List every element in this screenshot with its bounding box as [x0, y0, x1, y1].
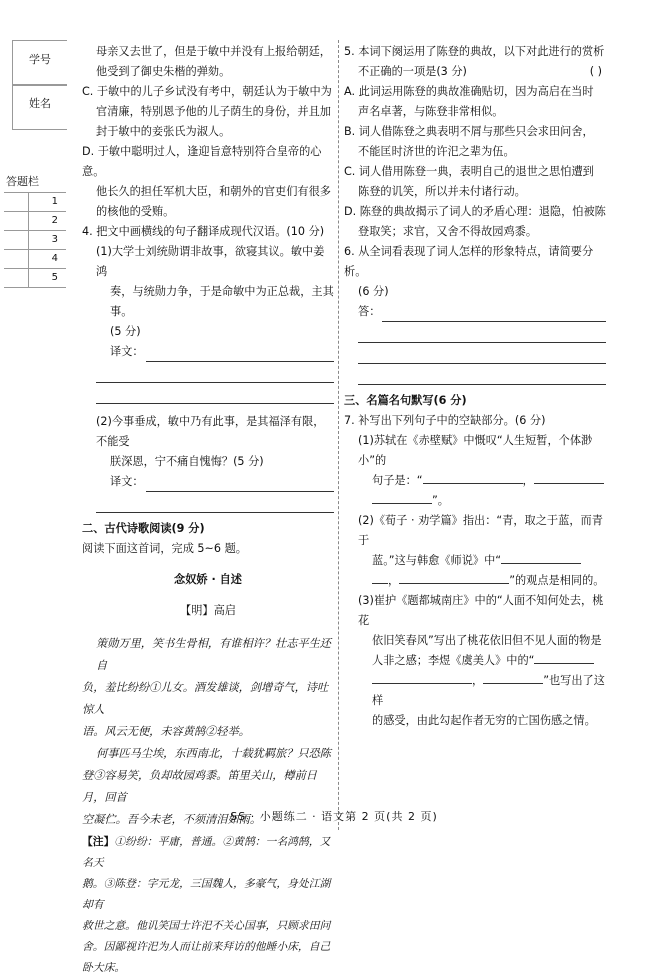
answer-grid-title: 答题栏	[4, 172, 66, 193]
option-d-line: 登取笑；求官，又舍不得故园鸡黍。	[358, 225, 538, 238]
q4-2-answer-line[interactable]	[82, 472, 334, 492]
section-3-title: 三、名篇名句默写(6 分)	[344, 394, 467, 407]
option-d-line: D. 陈登的典故揭示了词人的矛盾心理：退隐，怕被陈	[344, 205, 606, 218]
q7-3-line: (3)崔护《题都城南庄》中的“人面不知何处去，桃花	[358, 594, 604, 627]
q7-1-line	[344, 471, 606, 491]
page-footer: SS · 小题练二 · 语文第 2 页(共 2 页)	[230, 810, 438, 823]
note-text: ①纷纷：平庸，普通。②黄鹄：一名鸿鹄，又名天	[82, 834, 331, 869]
option-d-line: 他长久的担任军机大臣，和朝外的官吏们有很多	[96, 185, 331, 198]
option-b-line: 他受到了御史朱楷的弹劾。	[96, 65, 231, 78]
q7-2-text: ，	[388, 574, 400, 587]
poem-line: 何事匹马尘埃，东西南北，十载犹羁旅？只恐陈	[96, 746, 331, 760]
answer-row-5[interactable]	[4, 269, 66, 288]
q7-2-text: 蓝。”这与韩愈《师说》中“	[372, 554, 502, 567]
q7-2-text: ”的观点是相同的。	[509, 574, 605, 587]
q7-2-line	[344, 551, 606, 571]
option-c-line: C. 词人借用陈登一典，表明自己的退世之思怕遭到	[344, 165, 594, 178]
answer-grid-rows	[4, 193, 66, 288]
q4-2-line: 朕深恩，宁不痛自愧悔？(5 分)	[110, 455, 264, 468]
option-a-line: A. 此词运用陈登的典故准确贴切，因为高启在当时	[344, 85, 594, 98]
column-divider	[338, 40, 339, 830]
fill-blank[interactable]	[501, 551, 581, 564]
answer-row-1[interactable]	[4, 193, 66, 212]
fill-blank[interactable]	[372, 571, 388, 584]
q7-1-text: ，	[522, 474, 534, 487]
q4-1-answer-line[interactable]	[96, 362, 334, 383]
answer-row-number: 1	[51, 196, 58, 207]
note-line: 卧大床。	[82, 960, 126, 974]
answer-row-2[interactable]	[4, 212, 66, 231]
q7-3-text: 人非之感；李煜《虞美人》中的“	[372, 654, 535, 667]
note-line: 舍。因鄙视许汜为人而让前来拜访的他睡小床，自己	[82, 939, 331, 953]
q7-3-line: 依旧笑春风”写出了桃花依旧但不见人面的物是	[372, 634, 602, 647]
poem-title: 念奴娇 · 自述	[174, 573, 242, 587]
q4-2-answer-line[interactable]	[96, 492, 334, 513]
question-7: 7. 补写出下列句子中的空缺部分。(6 分)	[344, 414, 546, 427]
student-id-box[interactable]	[12, 40, 67, 86]
q4-1-line: 奏，与统勋力争，于是命敏中为正总裁，主其事。	[110, 285, 334, 318]
q4-1-answer-line[interactable]	[82, 342, 334, 362]
poem-line: 策勋万里，笑书生骨相，有谁相许？壮志平生还自	[96, 636, 331, 672]
fill-blank[interactable]	[534, 651, 594, 664]
fill-blank[interactable]	[372, 491, 432, 504]
option-d-line: 的核他的受贿。	[96, 205, 175, 218]
option-d-line: D. 于敏中聪明过人，逢迎旨意特别符合皇帝的心意。	[82, 145, 322, 178]
q7-1-line: (1)苏轼在《赤壁赋》中慨叹“人生短暂，个体渺小”的	[358, 434, 593, 467]
q7-3-text: ”也写出了这样	[372, 674, 605, 707]
q4-1-line: (1)大学士刘统勋谓非故事，欲寝其议。敏中姜鸿	[96, 245, 325, 278]
q7-3-line: 的感受，由此勾起作者无穷的亡国伤感之情。	[372, 714, 596, 727]
q4-1-answer-line[interactable]	[96, 383, 334, 404]
q6-answer-line[interactable]	[358, 343, 606, 364]
option-b-line: 母亲又去世了，但是于敏中并没有上报给朝廷，	[96, 45, 331, 58]
name-box[interactable]	[12, 84, 67, 130]
binding-sidebar	[0, 0, 68, 848]
answer-label: 答：	[358, 305, 381, 318]
answer-row-3[interactable]	[4, 231, 66, 250]
option-c-line: 陈登的讥笑，所以并未付诸行动。	[358, 185, 526, 198]
fill-blank[interactable]	[423, 471, 523, 484]
note-line	[82, 831, 334, 873]
student-id-label: 学号	[29, 53, 51, 66]
section-2-intro: 阅读下面这首词，完成 5~6 题。	[82, 542, 247, 555]
q6-answer-line[interactable]	[358, 364, 606, 385]
fill-blank[interactable]	[534, 471, 604, 484]
answer-row-number: 5	[51, 272, 58, 283]
option-b-line: B. 词人借陈登之典表明不屑与那些只会求田问舍，	[344, 125, 594, 138]
answer-row-4[interactable]	[4, 250, 66, 269]
q7-1-line	[344, 491, 606, 511]
option-b-line: 不能匡时济世的许汜之辈为伍。	[358, 145, 515, 158]
question-5-line2	[344, 62, 606, 82]
note-line: 救世之意。他讥笑国士许汜不关心国事，只顾求田问	[82, 918, 331, 932]
question-6-score: (6 分)	[358, 285, 389, 298]
note-line: 鹅。③陈登：字元龙，三国魏人，多豪气，身处江湖却有	[82, 876, 331, 911]
q7-3-line: ， ”也写出了这样	[344, 671, 606, 711]
q7-2-line: (2)《荀子 · 劝学篇》指出：“青，取之于蓝，而青于	[358, 514, 603, 547]
fill-blank[interactable]	[372, 671, 472, 684]
q7-1-text: ”。	[432, 494, 449, 507]
q4-2-line: (2)今事垂成，敏中乃有此事，是其福泽有限，不能受	[96, 415, 325, 448]
question-5-text: 不正确的一项是(3 分)	[358, 65, 467, 78]
answer-row-number: 3	[51, 234, 58, 245]
poem-line: 负，羞比纷纷①儿女。酒发雄谈，剑增奇气，诗吐惊人	[82, 680, 329, 716]
fill-blank[interactable]	[399, 571, 509, 584]
left-column	[82, 42, 334, 978]
poem-line: 空凝伫。吾今未老，不须清泪如雨。	[82, 812, 262, 826]
right-column	[344, 42, 606, 731]
answer-parentheses[interactable]: ( )	[589, 65, 602, 78]
q6-answer-line[interactable]	[344, 302, 606, 322]
option-a-line: 声名卓著，与陈登非常相似。	[358, 105, 504, 118]
question-5: 5. 本词下阕运用了陈登的典故，以下对此进行的赏析	[344, 45, 605, 58]
translation-label: 译文：	[110, 475, 144, 488]
q7-2-line	[344, 571, 606, 591]
answer-row-number: 2	[51, 215, 58, 226]
option-c-line: C. 于敏中的儿子乡试没有考中，朝廷认为于敏中为	[82, 85, 332, 98]
section-2-title: 二、古代诗歌阅读(9 分)	[82, 522, 205, 535]
poem-line: 登③容易笑，负却故园鸡黍。笛里关山，樽前日月，回首	[82, 768, 317, 804]
name-label: 姓名	[29, 97, 51, 110]
fill-blank[interactable]	[483, 671, 543, 684]
translation-label: 译文：	[110, 345, 144, 358]
answer-grid	[4, 172, 66, 288]
poem-line: 语。风云无便，未容黄鹄②轻举。	[82, 724, 250, 738]
poem-author: 【明】高启	[180, 604, 236, 618]
q7-1-text: 句子是：“	[372, 474, 423, 487]
q4-1-score: (5 分)	[110, 325, 141, 338]
answer-row-number: 4	[51, 253, 58, 264]
q6-answer-line[interactable]	[358, 322, 606, 343]
option-c-line: 封于敏中的妾张氏为淑人。	[96, 125, 231, 138]
question-4: 4. 把文中画横线的句子翻译成现代汉语。(10 分)	[82, 225, 325, 238]
note-label: 【注】	[82, 834, 115, 848]
question-6: 6. 从全词看表现了词人怎样的形象特点，请简要分析。	[344, 245, 594, 278]
q7-3-line	[344, 651, 606, 671]
option-c-line: 官清廉，特别恩予他的儿子荫生的身份，并且加	[96, 105, 331, 118]
